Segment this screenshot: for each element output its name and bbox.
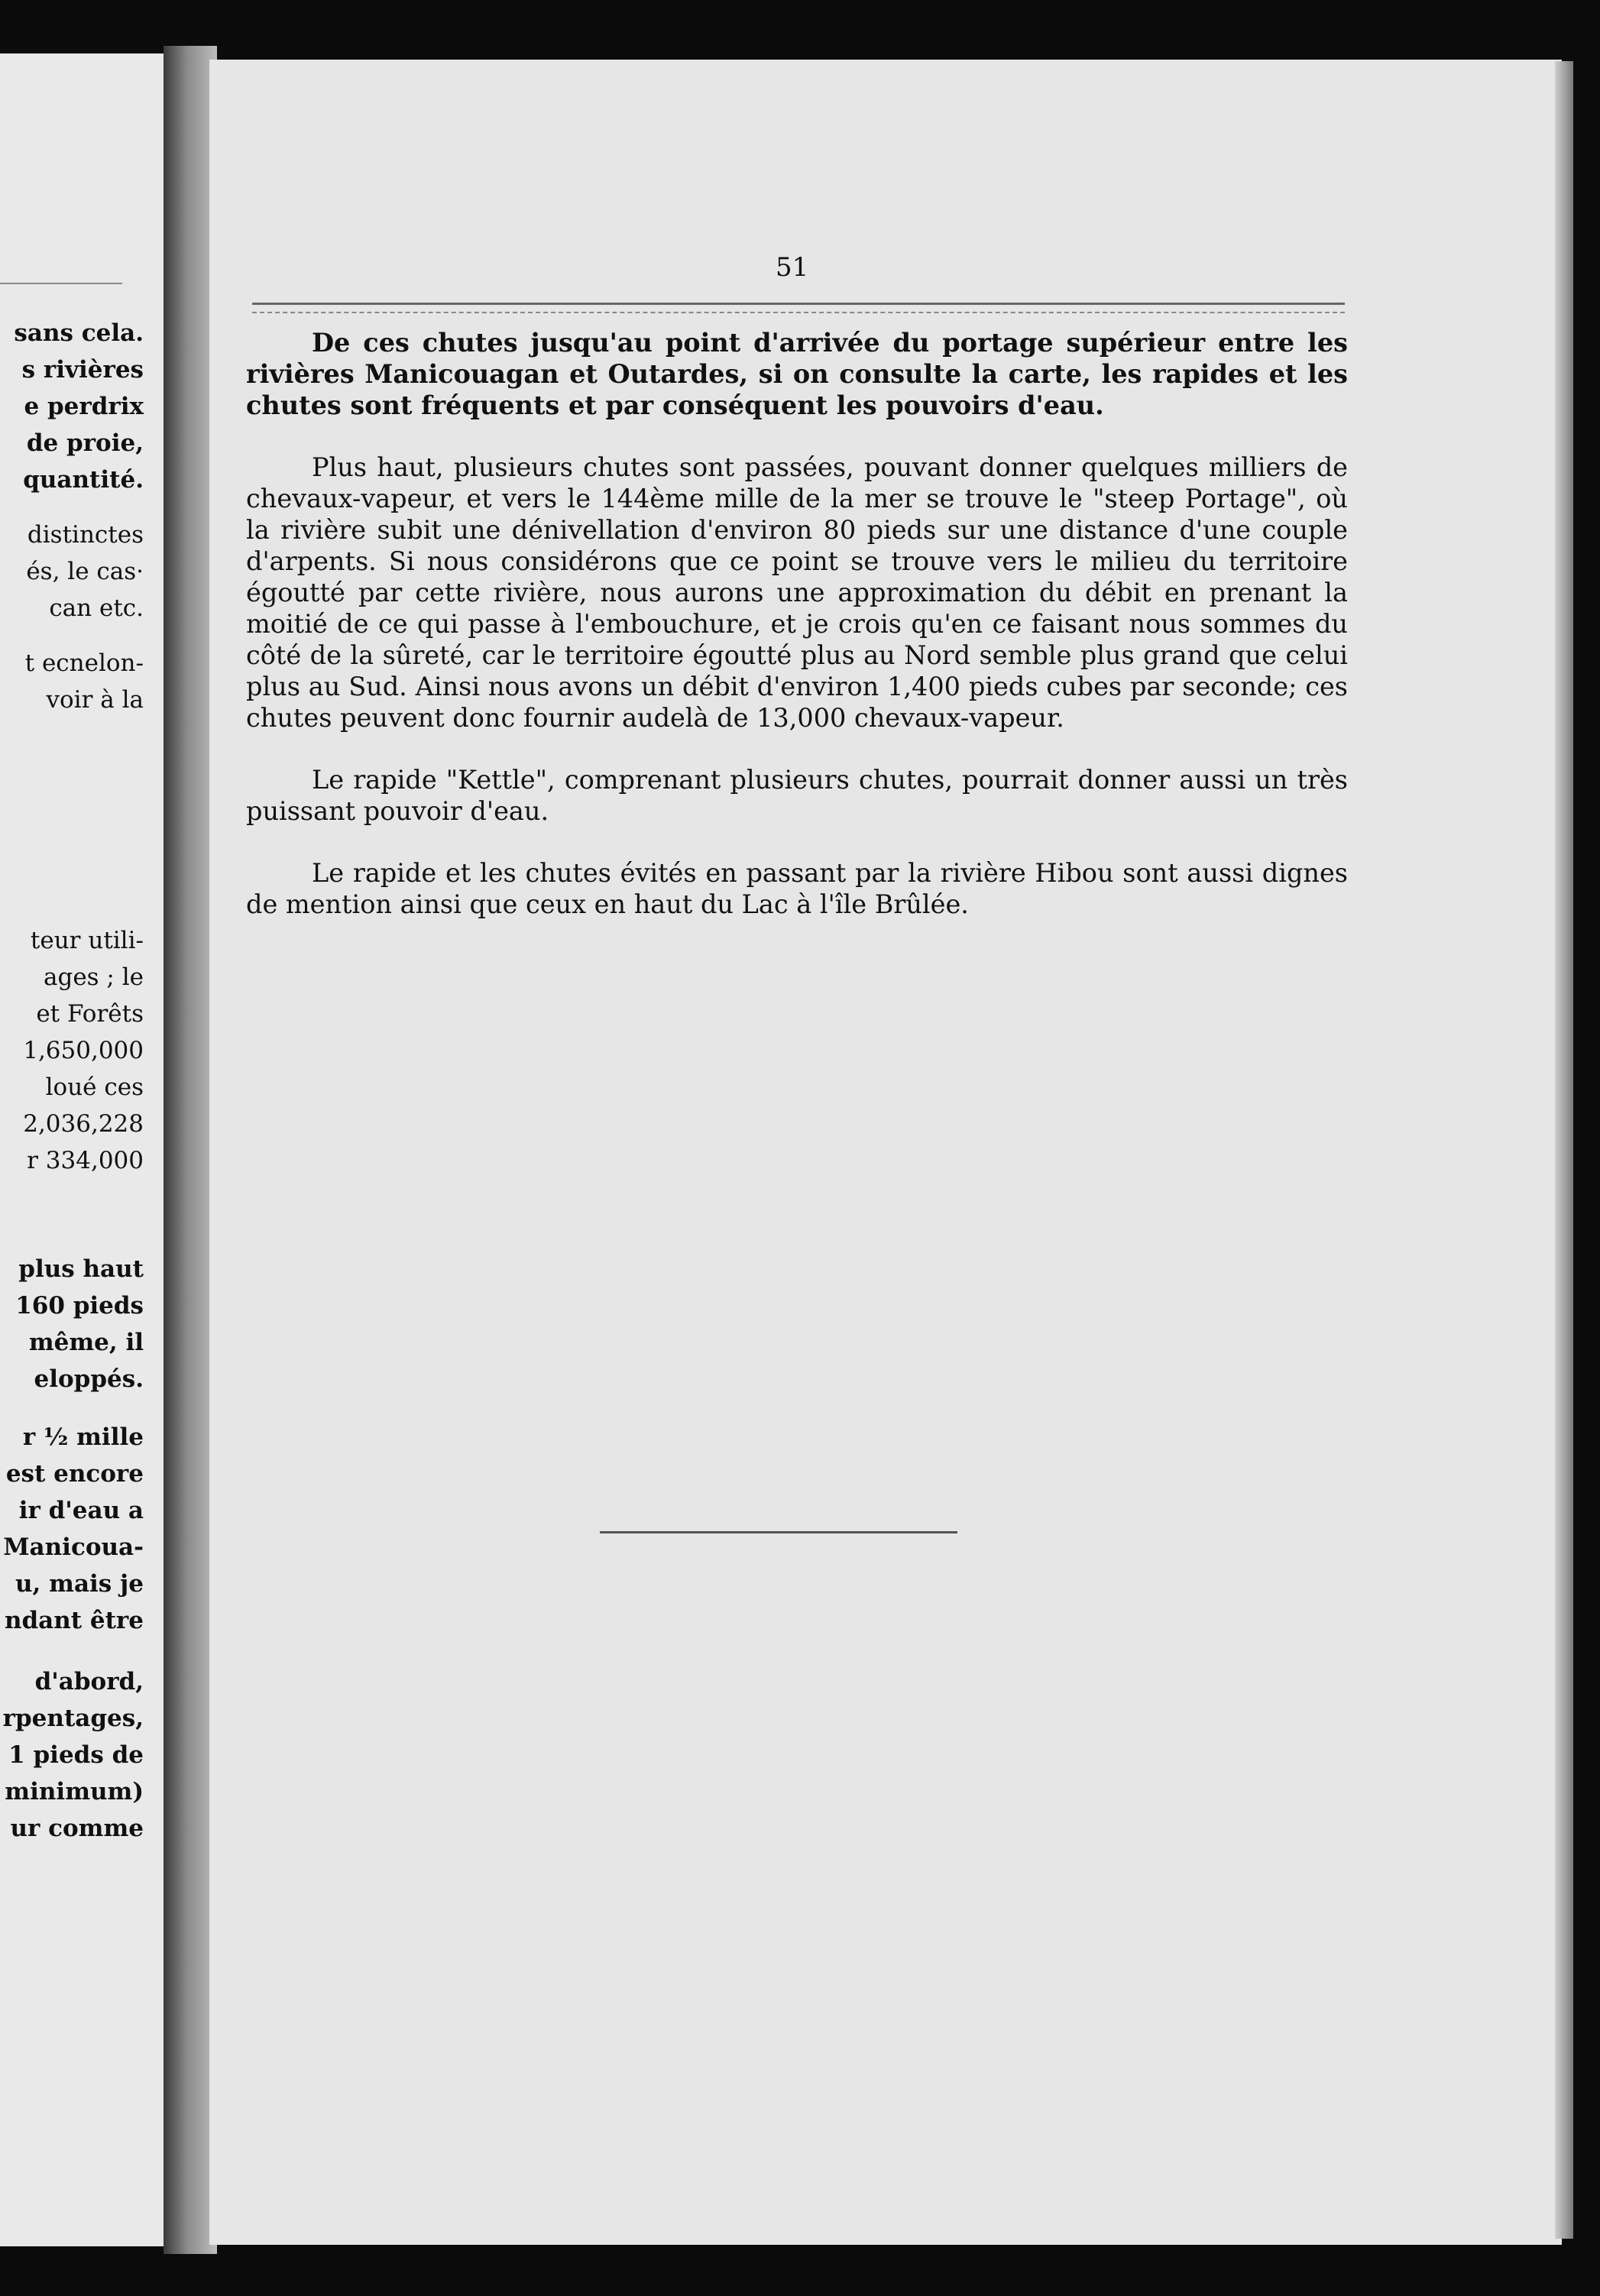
left-page-fragment: ir d'eau a — [18, 1497, 144, 1524]
left-page-fragment: teur utili- — [30, 927, 144, 954]
page-body — [246, 327, 1348, 950]
left-page-fragment: minimum) — [5, 1778, 144, 1805]
left-page-fragment: voir à la — [46, 686, 144, 714]
header-rule — [252, 303, 1345, 305]
left-page-fragment: rpentages, — [2, 1705, 144, 1732]
page-number: 51 — [776, 252, 809, 283]
left-page-fragment: ur comme — [10, 1815, 144, 1842]
left-page-fragment: u, mais je — [15, 1570, 144, 1598]
left-page-fragment: et Forêts — [36, 1000, 144, 1028]
left-page-fragment: de proie, — [26, 429, 144, 457]
left-page-fragment: s rivières — [21, 356, 144, 384]
paragraph: Le rapide "Kettle", comprenant plusieurs chutes, pourrait donner aussi un très puissant pouvoir d'eau. — [246, 765, 1348, 826]
header-rule-secondary — [252, 312, 1345, 313]
left-page-fragment: eloppés. — [34, 1365, 144, 1393]
left-page-fragment: t ecnelon- — [24, 649, 144, 677]
left-page-fragment: même, il — [28, 1329, 144, 1356]
section-end-rule — [600, 1531, 957, 1533]
left-page-fragment: loué ces — [45, 1074, 144, 1101]
left-page-rule — [0, 283, 122, 284]
left-page-fragment: ndant être — [4, 1607, 144, 1634]
left-page-fragment: d'abord, — [34, 1668, 144, 1695]
previous-page — [0, 53, 164, 2246]
left-page-fragment: r 334,000 — [27, 1147, 144, 1174]
left-page-fragment: est encore — [5, 1460, 144, 1488]
left-page-fragment: r ½ mille — [22, 1423, 144, 1451]
paragraph: De ces chutes jusqu'au point d'arrivée du portage supérieur entre les rivières Manicouagan et Outardes, si on consulte la carte, les rapides et les chutes sont fréquents et par conséquent les pouvoirs d'eau. — [246, 328, 1348, 420]
left-page-fragment: 160 pieds — [15, 1292, 144, 1320]
left-page-fragment: 2,036,228 — [23, 1110, 144, 1138]
left-page-fragment: quantité. — [23, 466, 144, 494]
left-page-fragment: 1 pieds de — [8, 1741, 144, 1769]
left-page-fragment: 1,650,000 — [23, 1037, 144, 1064]
paragraph: Plus haut, plusieurs chutes sont passées, pouvant donner quelques milliers de chevaux-vapeur, et vers le 144ème mille de la mer se trouve le "steep Portage", où la rivière subit une dénivellation d'environ 80 pieds sur une distance d'une couple d'arpents. Si nous considérons que ce point se trouve vers le milieu du territoire égoutté par cette rivière, nous aurons une approximation du débit en prenant la moitié de ce qui passe à l'embouchure, et je crois qu'en ce faisant nous sommes du côté de la sûreté, car le territoire égoutté plus au Nord semble plus grand que celui plus au Sud. Ainsi nous avons un débit d'environ 1,400 pieds cubes par seconde; ces chutes peuvent donc fournir audelà de 13,000 chevaux-vapeur. — [246, 452, 1348, 733]
left-page-fragment: ages ; le — [44, 963, 144, 991]
left-page-fragment: sans cela. — [14, 319, 144, 347]
left-page-fragment: e perdrix — [24, 393, 144, 420]
left-page-fragment: Manicoua- — [3, 1533, 144, 1561]
page-edge — [1555, 61, 1573, 2239]
left-page-fragment: és, le cas· — [26, 558, 144, 585]
paragraph: Le rapide et les chutes évités en passant par la rivière Hibou sont aussi dignes de mention ainsi que ceux en haut du Lac à l'île Brûlée. — [246, 858, 1348, 919]
left-page-fragment: plus haut — [18, 1255, 144, 1283]
left-page-fragment: distinctes — [27, 521, 144, 549]
left-page-fragment: can etc. — [49, 594, 144, 622]
